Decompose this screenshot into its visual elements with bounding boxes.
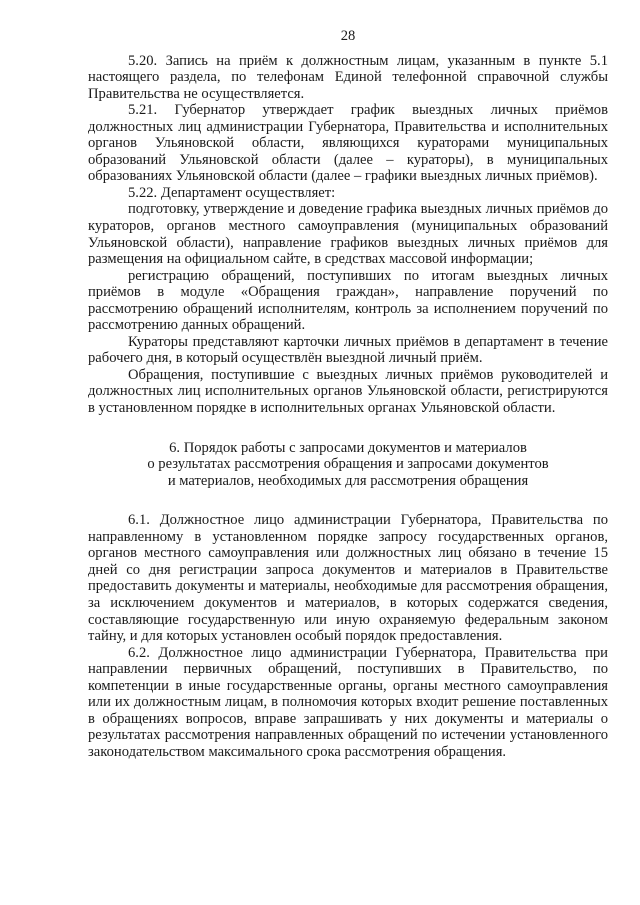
page-number: 28 (340, 28, 356, 44)
document-page (88, 28, 608, 760)
section-6-heading (108, 440, 588, 490)
paragraph-5-21: 5.21. Губернатор утверждает график выездных личных приёмов должностных лиц администрации Губернатора, Правительства и исполнительных органов Ульяновской области, являющихся кураторами муниципальных образований Ульяновской области (далее – кураторы), в муниципальных образованиях Ульяновской области (далее – графики выездных личных приёмов). (88, 102, 608, 185)
paragraph-6-2: 6.2. Должностное лицо администрации Губернатора, Правительства при направлении первичных обращений, поступивших в Правительство, по компетенции в иные государственные органы, органы местного самоуправления или их должностным лицам, в полномочия которых входит решение поставленных в обращениях вопросов, вправе запрашивать у них документы и материалы о результатах рассмотрения направленных обращений по истечении установленного законодательством максимального срока рассмотрения обращения. (88, 644, 608, 760)
section-heading-line: о результатах рассмотрения обращения и запросами документов (147, 456, 549, 473)
paragraph-appeals-registration: Обращения, поступившие с выездных личных приёмов руководителей и должностных лиц исполнительных органов Ульяновской области, регистрируются в установленном порядке в исполнительных органах Ульяновской области. (88, 366, 608, 417)
paragraph-5-22-item-preparation: подготовку, утверждение и доведение графика выездных личных приёмов до кураторов, органов местного самоуправления (муниципальных образований Ульяновской области), направление графиков выездных личных приёмов для размещения на официальном сайте, в средствах массовой информации; (88, 201, 608, 268)
section-heading-line: 6. Порядок работы с запросами документов и материалов (169, 439, 527, 456)
paragraph-curators: Кураторы представляют карточки личных приёмов в департамент в течение рабочего дня, в который осуществлён выездной личный приём. (88, 333, 608, 367)
paragraph-5-20: 5.20. Запись на приём к должностным лицам, указанным в пункте 5.1 настоящего раздела, по телефонам Единой телефонной справочной службы Правительства не осуществляется. (88, 52, 608, 102)
paragraph-5-22-item-registration: регистрацию обращений, поступивших по итогам выездных личных приёмов в модуле «Обращения граждан», направление поручений по рассмотрению обращений исполнителям, контроль за исполнением поручений по рассмотрению данных обращений. (88, 267, 608, 334)
paragraph-6-1: 6.1. Должностное лицо администрации Губернатора, Правительства по направленному в установленном порядке запросу государственных органов, органов местного самоуправления или должностных лиц обязано в течение 15 дней со дня регистрации запроса документов и материалов в Правительстве предоставить документы и материалы, необходимые для рассмотрения обращения, за исключением документов и материалов, в которых содержатся сведения, составляющие государственную или иную охраняемую федеральным законом тайну, и для которых установлен особый порядок предоставления. (88, 512, 608, 645)
section-heading-line: и материалов, необходимых для рассмотрения обращения (167, 472, 529, 489)
paragraph-5-22: 5.22. Департамент осуществляет: (128, 184, 336, 201)
